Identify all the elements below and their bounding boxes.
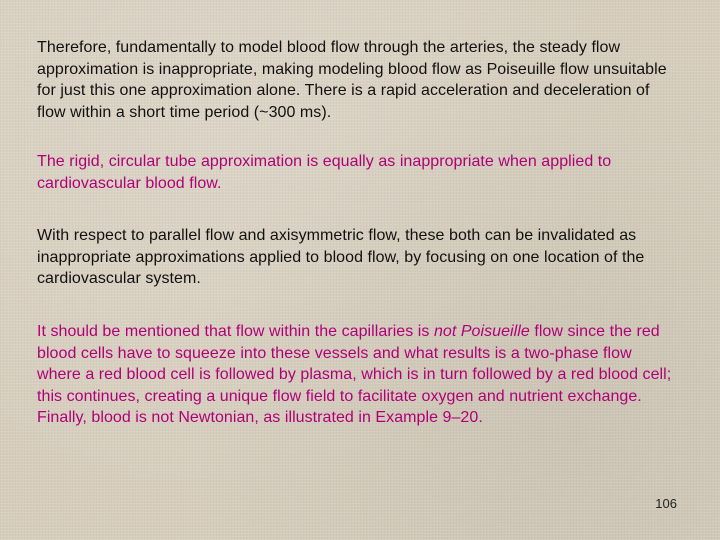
paragraph-capillaries-text-end: flow since the red blood cells have to squeeze into these vessels and what results is a two-phase flow where a red blood cell is followed by plasma, which is in turn followed by a red blood cell; this continues, creating a unique flow field to facilitate oxygen and nutrient exchange. Finally, blood is not Newtonian, as illustrated in Example 9–20.	[37, 323, 672, 426]
paragraph-rigid-tube: The rigid, circular tube approximation is equally as inappropriate when applied to cardiovascular blood flow.	[37, 153, 612, 192]
paragraph-steady-flow: Therefore, fundamentally to model blood flow through the arteries, the steady flow approximation is inappropriate, making modeling blood flow as Poiseuille flow unsuitable for just this one approximation alone. There is a rapid acceleration and deceleration of flow within a short time period (~300 ms).	[37, 39, 667, 121]
paragraph-capillaries-text-start: It should be mentioned that flow within the capillaries is	[37, 323, 434, 340]
paragraph-parallel-flow: With respect to parallel flow and axisymmetric flow, these both can be invalidated as inappropriate approximations applied to blood flow, by focusing on one location of the cardiovascular system.	[37, 227, 645, 287]
paragraph-capillaries-emphasis: not Poisueille	[433, 323, 530, 340]
paragraph-capillaries	[37, 321, 677, 429]
slide-number: 106	[655, 496, 677, 511]
